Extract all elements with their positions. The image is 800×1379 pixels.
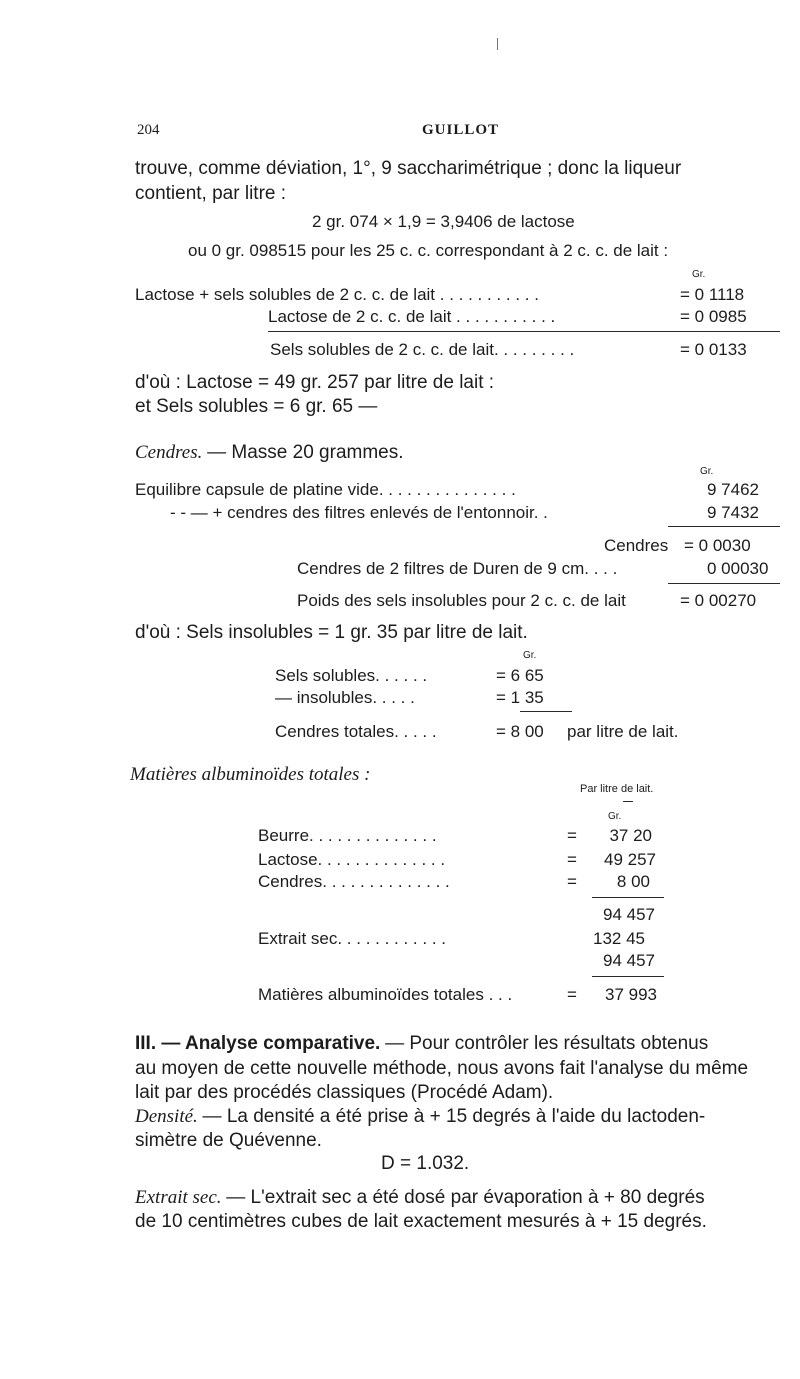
lactose-unit: Gr. <box>692 269 706 280</box>
sels-row-label: Sels solubles. . . . . . <box>275 666 428 685</box>
sels-total-label: Cendres totales. . . . . <box>275 722 437 741</box>
matieres-row-label: Cendres. . . . . . . . . . . . . . <box>258 872 450 891</box>
matieres-row-value: 37 20 <box>609 826 652 845</box>
sels-row-value: = 6 65 <box>496 666 544 685</box>
running-title: GUILLOT <box>422 122 500 138</box>
matieres-row-eq: = <box>567 826 577 845</box>
intro-line-2: contient, par litre : <box>135 183 287 204</box>
cendres-row-value: 9 7432 <box>707 503 759 522</box>
lactose-sum-rule <box>268 331 780 332</box>
matieres-row-eq: = <box>567 850 577 869</box>
conclusion-sels: et Sels solubles = 6 gr. 65 — <box>135 396 378 417</box>
matieres-col-header: Par litre de lait. <box>580 783 654 795</box>
cendres-heading <box>135 442 404 464</box>
lactose-row-label: Sels solubles de 2 c. c. de lait. . . . . . . . . <box>270 340 575 359</box>
cendres-unit: Gr. <box>700 466 714 477</box>
extrait-value: 132 45 <box>593 929 645 948</box>
extrait-sec-line-2: de 10 centimètres cubes de lait exactement mesurés à + 15 degrés. <box>135 1211 707 1232</box>
cendres-row-value: = 0 0030 <box>684 536 751 555</box>
sels-rule <box>520 711 572 712</box>
section3-line-1-text: — Pour contrôler les résultats obtenus <box>385 1033 709 1054</box>
lactose-row-label: Lactose de 2 c. c. de lait . . . . . . . . . . . <box>268 307 556 326</box>
matieres-row-label: Lactose. . . . . . . . . . . . . . <box>258 850 446 869</box>
matieres-row-value: 49 257 <box>604 850 656 869</box>
section3-line-2: au moyen de cette nouvelle méthode, nous avons fait l'analyse du même <box>135 1058 749 1079</box>
cendres-row-value: 9 7462 <box>707 480 759 499</box>
cendres-row-label: - - — + cendres des filtres enlevés de l'entonnoir. . <box>170 503 548 522</box>
lactose-row-value: = 0 0985 <box>680 307 747 326</box>
lactose-row-label: Lactose + sels solubles de 2 c. c. de lait . . . . . . . . . . . <box>135 285 539 304</box>
section3-line-1 <box>135 1033 708 1055</box>
cendres-row-value: = 0 00270 <box>680 591 757 610</box>
cendres-rule <box>668 583 780 584</box>
extrait-sec-text: — L'extrait sec a été dosé par évaporation à + 80 degrés <box>226 1187 705 1208</box>
extrait-label: Extrait sec. . . . . . . . . . . . <box>258 929 446 948</box>
lactose-row-value: = 0 1118 <box>680 285 745 304</box>
matieres-row-value: 8 00 <box>616 872 650 891</box>
sels-unit: Gr. <box>523 650 537 661</box>
matieres-sum-rule <box>592 897 664 898</box>
cendres-rule <box>668 526 780 527</box>
cendres-heading-text: — Masse 20 grammes. <box>207 442 404 463</box>
cendres-conclusion: d'où : Sels insolubles = 1 gr. 35 par litre de lait. <box>135 622 528 643</box>
cendres-row-label: Cendres <box>604 536 669 555</box>
matieres-total-label: Matières albuminoïdes totales . . . <box>258 985 513 1004</box>
matieres-total-rule <box>592 976 664 977</box>
lactose-row-value: = 0 0133 <box>680 340 747 359</box>
section3-title: III. — Analyse comparative. <box>135 1033 381 1054</box>
conclusion-lactose: d'où : Lactose = 49 gr. 257 par litre de lait : <box>135 372 495 393</box>
intro-line-3: ou 0 gr. 098515 pour les 25 c. c. correspondant à 2 c. c. de lait : <box>188 241 669 260</box>
densite-formula: D = 1.032. <box>381 1153 470 1174</box>
page-mark <box>497 38 498 50</box>
cendres-row-label: Poids des sels insolubles pour 2 c. c. de lait <box>297 591 626 610</box>
sels-total-value: = 8 00 <box>496 722 544 741</box>
sels-row-value: = 1 35 <box>496 688 544 707</box>
cendres-row-label: Equilibre capsule de platine vide. . . . . . . . . . . . . . . <box>135 480 516 499</box>
cendres-heading-label: Cendres. <box>135 442 203 463</box>
sels-total-suffix: par litre de lait. <box>567 722 679 741</box>
densite-line-2: simètre de Quévenne. <box>135 1130 322 1151</box>
cendres-row-value: 0 00030 <box>707 559 769 578</box>
matieres-subtotal: 94 457 <box>603 905 655 924</box>
intro-line-1: trouve, comme déviation, 1°, 9 saccharimétrique ; donc la liqueur <box>135 158 682 179</box>
extrait-minus-value: 94 457 <box>603 951 655 970</box>
matieres-unit: Gr. <box>608 811 622 822</box>
matieres-total-value: 37 993 <box>605 985 657 1004</box>
lactose-formula: 2 gr. 074 × 1,9 = 3,9406 de lactose <box>312 212 575 231</box>
matieres-row-label: Beurre. . . . . . . . . . . . . . <box>258 826 437 845</box>
densite-label: Densité. <box>135 1106 198 1127</box>
matieres-row-eq: = <box>567 872 577 891</box>
densite-text: — La densité a été prise à + 15 degrés à l'aide du lactoden- <box>202 1106 706 1127</box>
extrait-sec-line-1 <box>135 1187 705 1209</box>
matieres-total-eq: = <box>567 985 577 1004</box>
matieres-heading: Matières albuminoïdes totales : <box>130 764 371 785</box>
extrait-sec-label: Extrait sec. <box>135 1187 222 1208</box>
section3-line-3: lait par des procédés classiques (Procédé Adam). <box>135 1082 554 1103</box>
cendres-row-label: Cendres de 2 filtres de Duren de 9 cm. . . . <box>297 559 618 578</box>
matieres-header-tick <box>623 801 633 802</box>
sels-row-label: — insolubles. . . . . <box>275 688 415 707</box>
page-number: 204 <box>137 122 160 138</box>
densite-line-1 <box>135 1106 705 1128</box>
